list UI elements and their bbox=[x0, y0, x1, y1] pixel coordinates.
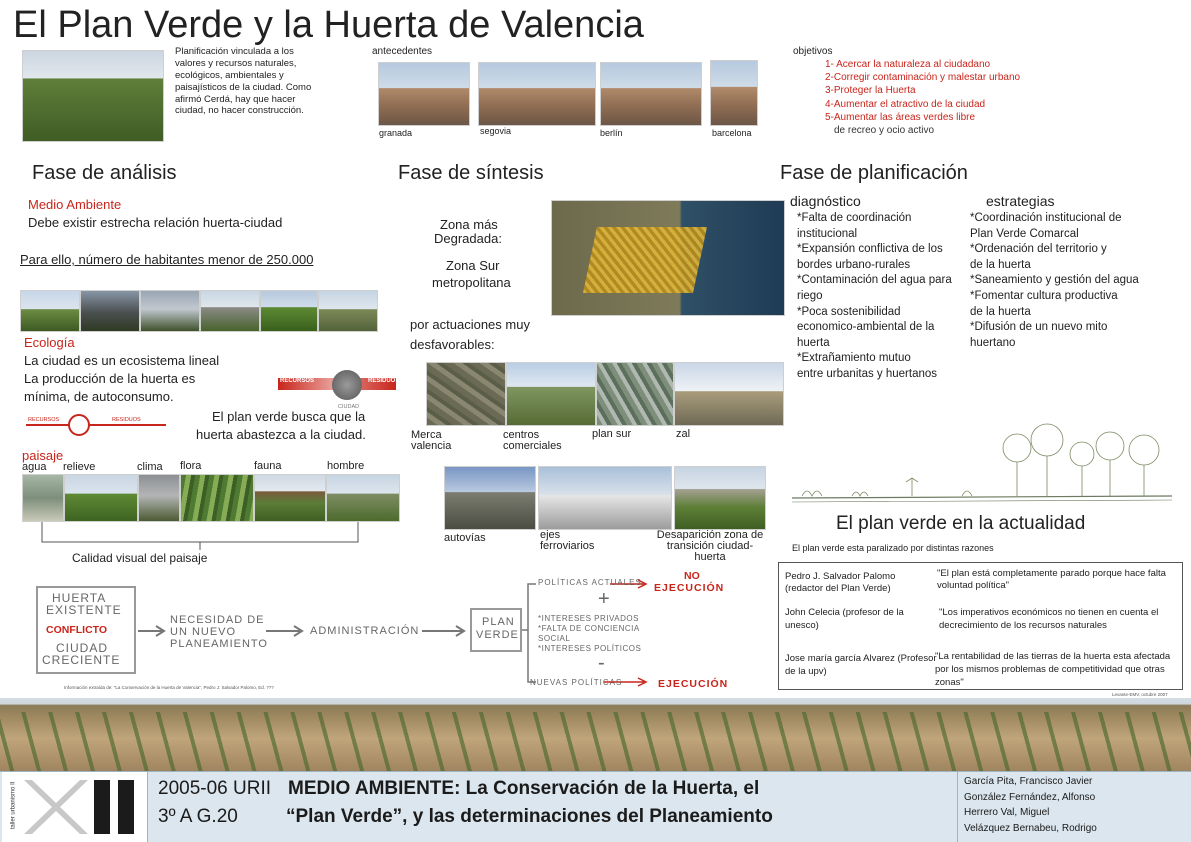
label-centros-comerciales: centros comerciales bbox=[503, 429, 562, 452]
paisaje-fauna: fauna bbox=[254, 460, 282, 472]
paisaje-flora: flora bbox=[180, 460, 202, 472]
city-berlin: berlín bbox=[600, 128, 623, 138]
relacion-text: Debe existir estrecha relación huerta-ciudad bbox=[28, 215, 283, 230]
paisaje-relieve: relieve bbox=[63, 461, 96, 473]
objetivos-list bbox=[825, 58, 1020, 137]
actualidad-source: Levante-EMV, octubre 2007 bbox=[1112, 692, 1168, 697]
photo-segovia bbox=[478, 62, 596, 126]
estr-item: huertano bbox=[970, 336, 1016, 349]
footer-year: 2005-06 URII bbox=[158, 778, 272, 799]
photo-ejes-ferroviarios bbox=[538, 466, 672, 530]
politicas-actuales-label: POLÍTICAS ACTUALES bbox=[538, 578, 642, 587]
photo-plan-sur bbox=[596, 362, 674, 426]
interes-item: *INTERESES POLÍTICOS bbox=[538, 644, 642, 653]
estr-item: de la huerta bbox=[970, 305, 1031, 318]
ecologia-label: Ecología bbox=[24, 335, 75, 350]
estr-item: Plan Verde Comarcal bbox=[970, 227, 1079, 240]
photo-berlin bbox=[600, 62, 702, 126]
footer-logo bbox=[2, 772, 148, 842]
actualidad-quote-3: "La rentabilidad de las tierras de la huerta esta afectada por los mismos problemas de competitividad que otras zonas" bbox=[935, 651, 1171, 688]
paisaje-photo-hombre bbox=[326, 474, 400, 522]
diagram-sub-label: CIUDAD bbox=[338, 404, 360, 410]
paisaje-photo-relieve bbox=[64, 474, 138, 522]
diag-item: *Extrañamiento mutuo bbox=[797, 352, 911, 365]
estrategias-list bbox=[970, 211, 1139, 351]
objetivos-label: objetivos bbox=[793, 46, 833, 57]
ecologia-line1: La ciudad es un ecosistema lineal bbox=[24, 353, 220, 368]
crop-rows bbox=[0, 712, 1191, 772]
estr-item: *Ordenación del territorio y bbox=[970, 243, 1107, 256]
actualidad-table bbox=[778, 562, 1183, 690]
ciudad-creciente-1: CIUDAD bbox=[56, 641, 109, 655]
city-barcelona: barcelona bbox=[712, 128, 752, 138]
huerta-panorama-photo bbox=[0, 698, 1191, 772]
habitantes-text: Para ello, número de habitantes menor de 250.000 bbox=[20, 252, 314, 267]
photo-barcelona bbox=[710, 60, 758, 126]
ejecucion-label: EJECUCIÓN bbox=[658, 678, 729, 690]
paisaje-photo-clima bbox=[138, 474, 180, 522]
necesidad-3: PLANEAMIENTO bbox=[170, 638, 268, 650]
estrategias-label: estrategias bbox=[986, 193, 1055, 209]
author-name: Herrero Val, Miguel bbox=[964, 807, 1050, 818]
label-autovias: autovías bbox=[444, 532, 486, 544]
diagnostico-list bbox=[797, 211, 952, 383]
estr-item: *Difusión de un nuevo mito bbox=[970, 321, 1108, 334]
diagram-circle bbox=[68, 414, 90, 436]
paisaje-bracket bbox=[40, 520, 360, 550]
antecedentes-label: antecedentes bbox=[372, 46, 433, 57]
author-name: García Pita, Francisco Javier bbox=[964, 776, 1093, 787]
intro-text: Planificación vinculada a los valores y recursos naturales, ecológicos, ambientales y paisajísticos de la ciudad. Como afirmó Cerdá, hay que hacer ciudad, no hacer construcción. bbox=[175, 46, 312, 117]
no-ejecucion-2: EJECUCIÓN bbox=[654, 582, 725, 594]
photo-zal bbox=[674, 362, 784, 426]
analisis-heading: Fase de análisis bbox=[32, 162, 177, 184]
objetivo-item: 2-Corregir contaminación y malestar urbano bbox=[825, 72, 1021, 84]
footer-title-1: MEDIO AMBIENTE: La Conservación de la Huerta, el bbox=[288, 778, 760, 799]
ecologia-line3: mínima, de autoconsumo. bbox=[24, 389, 174, 404]
linear-ecosystem-diagram bbox=[278, 370, 398, 414]
actualidad-who-3: Jose maría garcía Alvarez (Profesor de la upv) bbox=[785, 653, 937, 677]
ecologia-line2: La producción de la huerta es bbox=[24, 371, 196, 386]
paisaje-agua: agua bbox=[22, 461, 47, 473]
footer-title-2: “Plan Verde”, y las determinaciones del Planeamiento bbox=[286, 806, 773, 827]
author-name: González Fernández, Alfonso bbox=[964, 791, 1096, 803]
administracion-label: ADMINISTRACIÓN bbox=[310, 625, 420, 637]
medio-ambiente-label: Medio Ambiente bbox=[28, 197, 122, 212]
zona-sur-aerial-map bbox=[551, 200, 785, 316]
huerta-section-sketch bbox=[792, 418, 1172, 510]
diag-item: institucional bbox=[797, 227, 858, 240]
page-title: El Plan Verde y la Huerta de Valencia bbox=[13, 4, 644, 46]
intereses-list bbox=[538, 614, 641, 654]
label-merca-valencia: Merca valencia bbox=[411, 429, 452, 452]
diag-item: *Contaminación del agua para bbox=[797, 274, 952, 287]
necesidad-2: UN NUEVO bbox=[170, 626, 237, 638]
interes-item: *INTERESES PRIVADOS bbox=[538, 614, 639, 623]
huerta-existente-1: HUERTA bbox=[52, 591, 107, 605]
actualidad-quote-2: "Los imperativos económicos no tienen en cuenta el decrecimiento de los recursos naturales bbox=[939, 607, 1159, 631]
actualidad-who-2: John Celecia (profesor de la unesco) bbox=[785, 607, 904, 631]
diagnostico-label: diagnóstico bbox=[790, 193, 861, 209]
label-ejes-ferroviarios: ejes ferroviarios bbox=[540, 529, 595, 552]
actuaciones-2: desfavorables: bbox=[410, 337, 495, 352]
diagram-out-label: RESIDUOS bbox=[368, 378, 400, 384]
estr-item: de la huerta bbox=[970, 258, 1031, 271]
objetivo-item: 3-Proteger la Huerta bbox=[825, 85, 916, 97]
photo-merca-valencia bbox=[426, 362, 506, 426]
footer-group: 3º A G.20 bbox=[158, 806, 238, 827]
photo-centros-comerciales bbox=[506, 362, 596, 426]
objetivo-item: 1- Acercar la naturaleza al ciudadano bbox=[825, 59, 991, 70]
plan-verde-1: PLAN bbox=[482, 616, 515, 628]
diag-item: bordes urbano-rurales bbox=[797, 258, 911, 271]
zona-degradada-2: Degradada: bbox=[434, 231, 502, 246]
diag-item: *Falta de coordinación bbox=[797, 212, 912, 224]
interes-item: SOCIAL bbox=[538, 634, 571, 643]
diagram-line bbox=[26, 424, 166, 426]
diag-item: riego bbox=[797, 289, 823, 302]
paisaje-photo-agua bbox=[22, 474, 64, 522]
busca-line1: El plan verde busca que la bbox=[212, 409, 366, 424]
paisaje-label: paisaje bbox=[22, 448, 64, 463]
paisaje-photo-fauna bbox=[254, 474, 326, 522]
photo-granada bbox=[378, 62, 470, 126]
plus-sign: + bbox=[598, 588, 610, 610]
diag-item: huerta bbox=[797, 336, 830, 349]
flow-diagram bbox=[30, 570, 750, 690]
photo-desaparicion bbox=[674, 466, 766, 530]
nuevas-politicas-label: NUEVAS POLÍTICAS bbox=[530, 678, 623, 687]
city-granada: granada bbox=[379, 128, 413, 138]
huerta-existente-2: EXISTENTE bbox=[46, 603, 122, 617]
estr-item: *Coordinación institucional de bbox=[970, 212, 1122, 224]
busca-line2: huerta abastezca a la ciudad. bbox=[196, 427, 366, 442]
diag-item: *Poca sostenibilidad bbox=[797, 305, 901, 318]
zona-sur-2: metropolitana bbox=[432, 275, 511, 290]
diag-item: entre urbanitas y huertanos bbox=[797, 367, 938, 380]
objetivo-item: de recreo y ocio activo bbox=[834, 125, 935, 137]
zona-degradada-1: Zona más bbox=[440, 217, 498, 232]
plan-verde-2: VERDE bbox=[476, 629, 519, 641]
zona-sur-1: Zona Sur bbox=[446, 258, 500, 273]
planificacion-heading: Fase de planificación bbox=[780, 162, 968, 184]
paisaje-clima: clima bbox=[137, 461, 163, 473]
author-name: Velázquez Bernabeu, Rodrigo bbox=[964, 822, 1097, 834]
no-ejecucion-1: NO bbox=[684, 570, 700, 582]
intro-photo bbox=[22, 50, 164, 142]
strip-photo-1 bbox=[20, 290, 80, 332]
logo-side-text: taller urbanismo II bbox=[10, 781, 17, 830]
label-zal: zal bbox=[676, 428, 691, 440]
actuaciones-1: por actuaciones muy bbox=[410, 317, 530, 332]
flow-arrow-1 bbox=[138, 624, 168, 638]
diagram-out-label: RESIDUOS bbox=[112, 417, 141, 423]
interes-item: *FALTA DE CONCIENCIA bbox=[538, 624, 640, 633]
sintesis-heading: Fase de síntesis bbox=[398, 162, 544, 184]
diagram-circle bbox=[332, 370, 362, 400]
estr-item: *Fomentar cultura productiva bbox=[970, 289, 1118, 302]
strip-photo-6 bbox=[318, 290, 378, 332]
actualidad-heading: El plan verde en la actualidad bbox=[836, 513, 1086, 534]
diagram-in-label: RECURSOS bbox=[28, 417, 60, 423]
actualidad-sub: El plan verde esta paralizado por distintas razones bbox=[792, 543, 994, 553]
footer-authors bbox=[964, 774, 1097, 836]
circular-ecosystem-diagram bbox=[26, 414, 166, 436]
ciudad-creciente-2: CRECIENTE bbox=[42, 653, 121, 667]
paisaje-hombre: hombre bbox=[327, 460, 365, 472]
flow-arrow-2 bbox=[266, 624, 306, 638]
actualidad-quote-1: "El plan está completamente parado porque hace falta voluntad política" bbox=[937, 568, 1166, 591]
label-plan-sur: plan sur bbox=[592, 428, 632, 440]
strip-photo-5 bbox=[260, 290, 318, 332]
paisaje-photo-flora bbox=[180, 474, 254, 522]
diag-item: economico-ambiental de la bbox=[797, 321, 935, 334]
actualidad-who-1: Pedro J. Salvador Palomo (redactor del Plan Verde) bbox=[785, 571, 896, 595]
city-segovia: segovia bbox=[480, 126, 512, 136]
diagram-in-label: RECURSOS bbox=[280, 378, 315, 384]
conflicto-label: CONFLICTO bbox=[46, 624, 108, 636]
estr-item: *Saneamiento y gestión del agua bbox=[970, 274, 1139, 287]
flow-source: Información extraída de: "La Conservación de la Huerta de Valencia", Pedro J. Salvador Palomo, Ed. ??? bbox=[64, 685, 274, 690]
strip-photo-4 bbox=[200, 290, 260, 332]
flow-arrow-3 bbox=[422, 624, 468, 638]
minus-sign: - bbox=[598, 652, 605, 674]
photo-autovias bbox=[444, 466, 536, 530]
objetivo-item: 4-Aumentar el atractivo de la ciudad bbox=[825, 98, 986, 110]
necesidad-1: NECESIDAD DE bbox=[170, 614, 265, 626]
strip-photo-3 bbox=[140, 290, 200, 332]
strip-photo-2 bbox=[80, 290, 140, 332]
degraded-zone-overlay bbox=[583, 227, 707, 293]
label-desaparicion: Desaparición zona de transición ciudad-huerta bbox=[656, 529, 764, 563]
diag-item: *Expansión conflictiva de los bbox=[797, 243, 943, 256]
logo-mark bbox=[22, 778, 142, 836]
objetivo-item: 5-Aumentar las áreas verdes libre bbox=[825, 111, 976, 123]
calidad-visual-label: Calidad visual del paisaje bbox=[72, 551, 208, 565]
